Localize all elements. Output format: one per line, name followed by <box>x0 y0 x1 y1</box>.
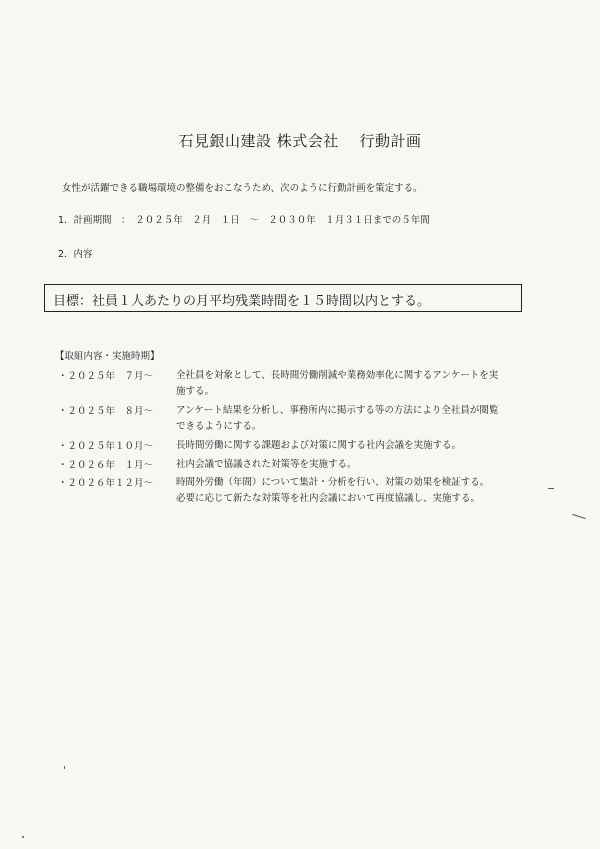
schedule-date: ・２０２５年 ７月～ <box>58 371 154 382</box>
intro-text: 女性が活躍できる職場環境の整備をおこなうため、次のように行動計画を策定する。 <box>62 183 423 194</box>
schedule-line: アンケート結果を分析し、事務所内に掲示する等の方法により全社員が閲覧 <box>176 405 499 416</box>
schedule-description <box>176 457 357 473</box>
schedule-date: ・２０２５年１０月～ <box>58 441 154 452</box>
scan-speck <box>548 488 554 489</box>
schedule-line: 社内会議で協議された対策等を実施する。 <box>176 459 357 470</box>
document-title: 石見銀山建設 株式会社 行動計画 <box>178 132 422 150</box>
plan-period: 1．計画期間 ： ２０２５年 ２月 １日 ～ ２０３０年 １月３１日までの５年間 <box>58 215 430 226</box>
schedule-date: ・２０２６年１２月～ <box>58 478 154 489</box>
schedule-line: 長時間労働に関する課題および対策に関する社内会議を実施する。 <box>176 440 462 451</box>
schedule-line: 時間外労働（年間）について集計・分析を行い、対策の効果を検証する。 <box>176 477 490 488</box>
schedule-line: 必要に応じて新たな対策等を社内会議において再度協議し、実施する。 <box>176 493 481 504</box>
schedule-description <box>176 368 498 400</box>
schedule-date: ・２０２５年 ８月～ <box>58 406 154 417</box>
schedule-description <box>176 475 489 507</box>
section-heading: 【取組内容・実施時期】 <box>55 351 160 362</box>
schedule-line: できるようにする。 <box>176 421 262 432</box>
schedule-line: 施する。 <box>176 386 215 397</box>
goal-box <box>44 284 522 312</box>
schedule-date: ・２０２６年 １月～ <box>58 460 154 471</box>
goal-text: 目標：社員１人あたりの月平均残業時間を１５時間以内とする。 <box>53 294 431 309</box>
schedule-line: 全社員を対象として、長時間労働削減や業務効率化に関するアンケートを実 <box>176 370 499 381</box>
scan-speck <box>572 514 586 519</box>
scan-speck <box>64 766 65 769</box>
content-label: 2．内容 <box>58 249 93 260</box>
scan-speck <box>22 836 24 838</box>
schedule-description <box>176 438 461 454</box>
schedule-description <box>176 403 498 435</box>
